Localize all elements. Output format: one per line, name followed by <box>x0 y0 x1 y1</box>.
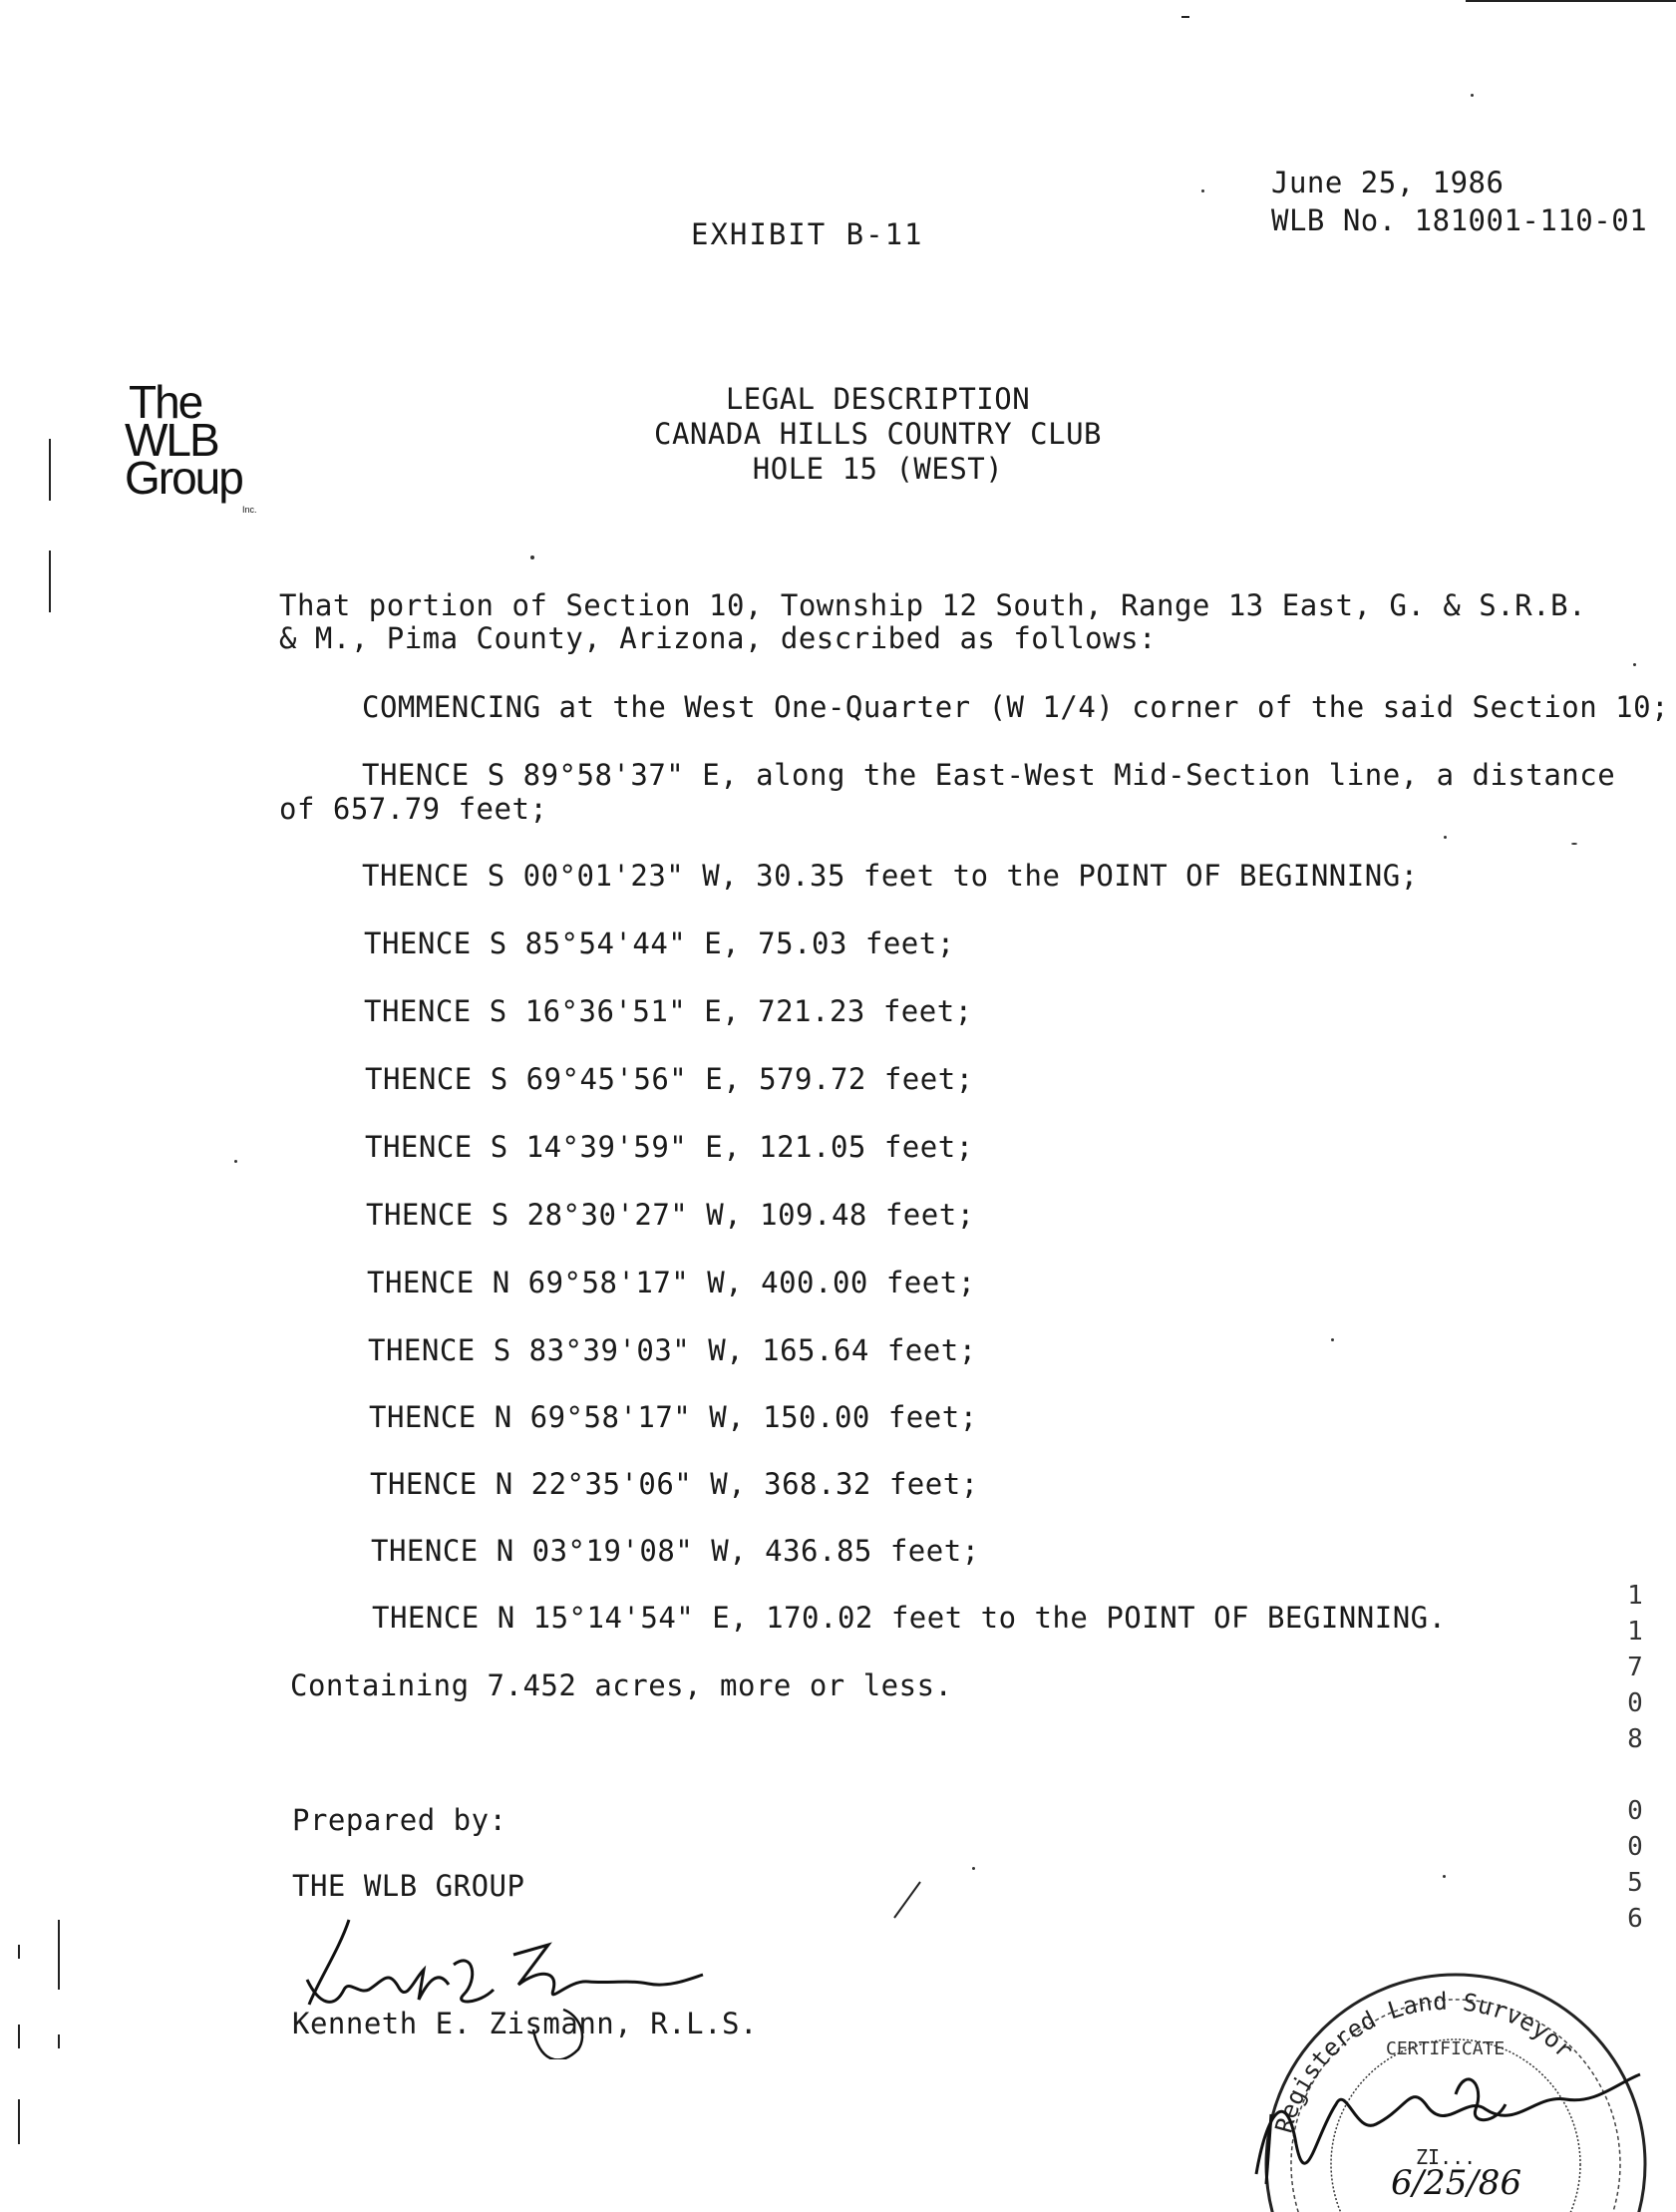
logo-line-group: Group <box>125 452 242 504</box>
speck <box>972 1867 975 1870</box>
speck <box>1201 189 1204 192</box>
thence-first-line-1: THENCE S 89°58'37" E, along the East-West Mid-Section line, a distance <box>362 758 1616 792</box>
logo-inc: Inc. <box>242 505 257 515</box>
thence-first-line-2: of 657.79 feet; <box>279 792 548 826</box>
logo-line-wlb: WLB <box>125 414 218 466</box>
wlb-number: WLB No. 181001-110-01 <box>1271 203 1648 237</box>
signer-name: Kenneth E. Zismann, R.L.S. <box>292 2007 758 2040</box>
exhibit-label: EXHIBIT B-11 <box>691 217 924 251</box>
course-line: THENCE N 15°14'54" E, 170.02 feet to the POINT OF BEGINNING. <box>372 1601 1447 1635</box>
course-line: THENCE S 69°45'56" E, 579.72 feet; <box>365 1062 974 1096</box>
side-document-number <box>1613 1581 1650 1940</box>
course-line: THENCE S 28°30'27" W, 109.48 feet; <box>366 1198 975 1232</box>
scan-mark <box>18 2025 20 2048</box>
intro-line-2: & M., Pima County, Arizona, described as follows: <box>279 621 1158 655</box>
seal-certificate: CERTIFICATE <box>1386 2038 1506 2059</box>
course-line: THENCE N 69°58'17" W, 400.00 feet; <box>367 1266 976 1299</box>
scan-mark <box>1466 0 1676 2</box>
course-line: THENCE S 83°39'03" W, 165.64 feet; <box>368 1333 977 1367</box>
speck <box>1331 1338 1334 1341</box>
course-line: THENCE N 03°19'08" W, 436.85 feet; <box>371 1534 980 1568</box>
speck <box>234 1160 237 1163</box>
course-line: THENCE S 16°36'51" E, 721.23 feet; <box>364 994 973 1028</box>
title-legal-description: LEGAL DESCRIPTION <box>725 382 1031 416</box>
document-date: June 25, 1986 <box>1271 166 1505 199</box>
prepared-by-label: Prepared by: <box>292 1803 507 1837</box>
scan-mark <box>49 551 51 612</box>
prepared-company: THE WLB GROUP <box>292 1869 525 1903</box>
title-club-name: CANADA HILLS COUNTRY CLUB <box>654 417 1102 451</box>
scan-mark <box>18 1945 20 1959</box>
surveyor-seal <box>1236 1935 1655 2212</box>
course-line: THENCE N 69°58'17" W, 150.00 feet; <box>369 1400 978 1434</box>
seal-title: Registered Land Surveyor <box>1269 1987 1579 2136</box>
speck <box>530 555 534 559</box>
scan-mark <box>58 2034 60 2048</box>
title-hole: HOLE 15 (WEST) <box>752 452 1004 486</box>
pen-stroke <box>892 1880 922 1920</box>
speck <box>1633 663 1636 666</box>
commencing-line: COMMENCING at the West One-Quarter (W 1/4) corner of the said Section 10; <box>362 690 1670 724</box>
scan-mark <box>58 1920 60 1990</box>
course-line: THENCE S 85°54'44" E, 75.03 feet; <box>364 926 955 960</box>
speck <box>1571 843 1577 845</box>
scan-mark <box>49 439 51 501</box>
course-line: THENCE S 14°39'59" E, 121.05 feet; <box>365 1130 974 1164</box>
seal-number: ZI... <box>1416 2145 1477 2169</box>
course-line: THENCE N 22°35'06" W, 368.32 feet; <box>370 1467 979 1501</box>
intro-line-1: That portion of Section 10, Township 12 South, Range 13 East, G. & S.R.B. <box>279 588 1587 622</box>
scan-mark <box>18 2099 20 2144</box>
side-document-number-text: 11708 0056 <box>1620 1581 1650 1940</box>
logo-line-the: The <box>129 376 202 428</box>
scan-mark <box>1181 16 1189 18</box>
containing-acres: Containing 7.452 acres, more or less. <box>290 1668 953 1702</box>
seal-date: 6/25/86 <box>1391 2163 1522 2203</box>
speck <box>1444 836 1447 839</box>
course-line: THENCE S 00°01'23" W, 30.35 feet to the POINT OF BEGINNING; <box>362 859 1419 893</box>
speck <box>1471 94 1474 97</box>
speck <box>1443 1875 1446 1878</box>
